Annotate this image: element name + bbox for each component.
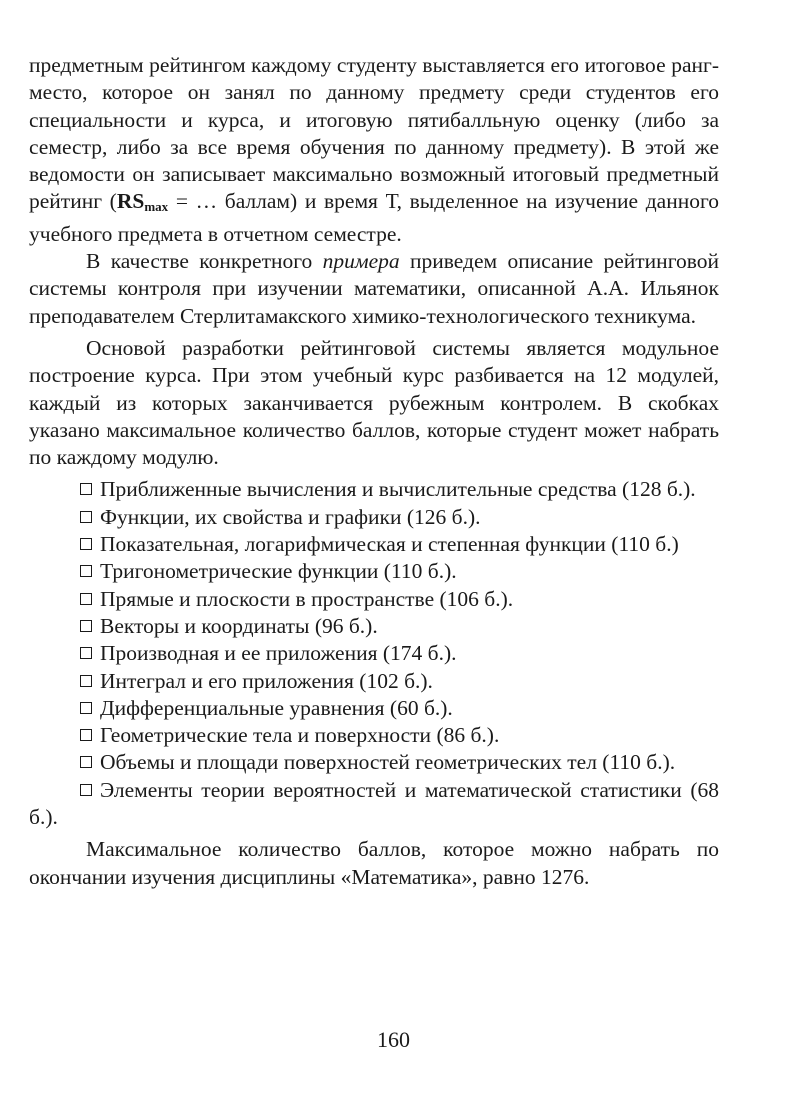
rs-symbol: [117, 189, 168, 213]
rs-letters: RS: [116, 189, 145, 214]
checkbox-square-icon: [80, 675, 92, 687]
module-item: [29, 749, 719, 776]
module-item: [29, 531, 719, 558]
module-label: Тригонометрические функции (110 б.).: [100, 559, 457, 584]
checkbox-square-icon: [80, 538, 92, 550]
emphasis-text: примера: [322, 249, 400, 274]
checkbox-square-icon: [80, 620, 92, 632]
module-item: [29, 586, 719, 613]
paragraph-text: = … баллам) и время Т, выделенное на изучение данного учебного предмета в отчетном семестре.: [29, 189, 720, 246]
checkbox-square-icon: [80, 565, 92, 577]
module-label: Элементы теории вероятностей и математической статистики (68 б.).: [29, 777, 719, 830]
checkbox-square-icon: [80, 702, 92, 714]
module-label: Геометрические тела и поверхности (86 б.).: [100, 723, 500, 748]
module-item: [29, 777, 719, 832]
checkbox-square-icon: [80, 729, 92, 741]
paragraph-max-score: Максимальное количество баллов, которое можно набрать по окончании изучения дисциплины «Математика», равно 1276.: [29, 837, 719, 889]
checkbox-square-icon: [80, 511, 92, 523]
checkbox-square-icon: [80, 784, 92, 796]
module-label: Дифференциальные уравнения (60 б.).: [100, 695, 453, 720]
checkbox-square-icon: [80, 593, 92, 605]
page-body: [29, 52, 719, 891]
checkbox-square-icon: [80, 483, 92, 495]
paragraph-text: предметным рейтингом каждому студенту выставляется его итоговое ранг-место, которое он занял по данному предмету среди студентов его специальности и курса, и итоговую пятибалльную оценку (либо за семестр, либо за все время обучения по данному предмету). В этой же ведомости он записывает максимально возможный итоговый предметный рейтинг (: [29, 53, 719, 214]
module-label: Производная и ее приложения (174 б.).: [100, 641, 457, 666]
modules-list: [29, 476, 719, 831]
page-number: 160: [377, 1027, 410, 1052]
module-label: Объемы и площади поверхностей геометрических тел (110 б.).: [100, 750, 676, 775]
rs-subscript: max: [144, 199, 169, 215]
module-item: [29, 722, 719, 749]
module-label: Интеграл и его приложения (102 б.).: [100, 668, 433, 693]
checkbox-square-icon: [80, 756, 92, 768]
paragraph-text: В качестве конкретного: [86, 249, 323, 274]
paragraph-rating-record: [29, 52, 719, 248]
module-item: [29, 613, 719, 640]
module-label: Прямые и плоскости в пространстве (106 б.).: [100, 586, 514, 611]
module-item: [29, 695, 719, 722]
paragraph-example: [29, 248, 719, 330]
paragraph-text: приведем описание рейтинговой системы контроля при изучении математики, описанной А.А. Ильянок преподавателем Стерлитамакского химико-технологического техникума.: [29, 249, 719, 328]
module-label: Векторы и координаты (96 б.).: [100, 613, 378, 638]
module-item: [29, 668, 719, 695]
module-label: Показательная, логарифмическая и степенная функции (110 б.): [100, 532, 679, 557]
module-item: [29, 476, 719, 503]
checkbox-square-icon: [80, 647, 92, 659]
module-label: Функции, их свойства и графики (126 б.).: [100, 504, 481, 529]
module-item: [29, 640, 719, 667]
module-item: [29, 558, 719, 585]
module-item: [29, 504, 719, 531]
paragraph-modules-intro: Основой разработки рейтинговой системы является модульное построение курса. При этом учебный курс разбивается на 12 модулей, каждый из которых заканчивается рубежным контролем. В скобках указано максимальное количество баллов, которые студент может набрать по каждому модулю.: [29, 335, 719, 470]
module-label: Приближенные вычисления и вычислительные средства (128 б.).: [100, 477, 696, 502]
